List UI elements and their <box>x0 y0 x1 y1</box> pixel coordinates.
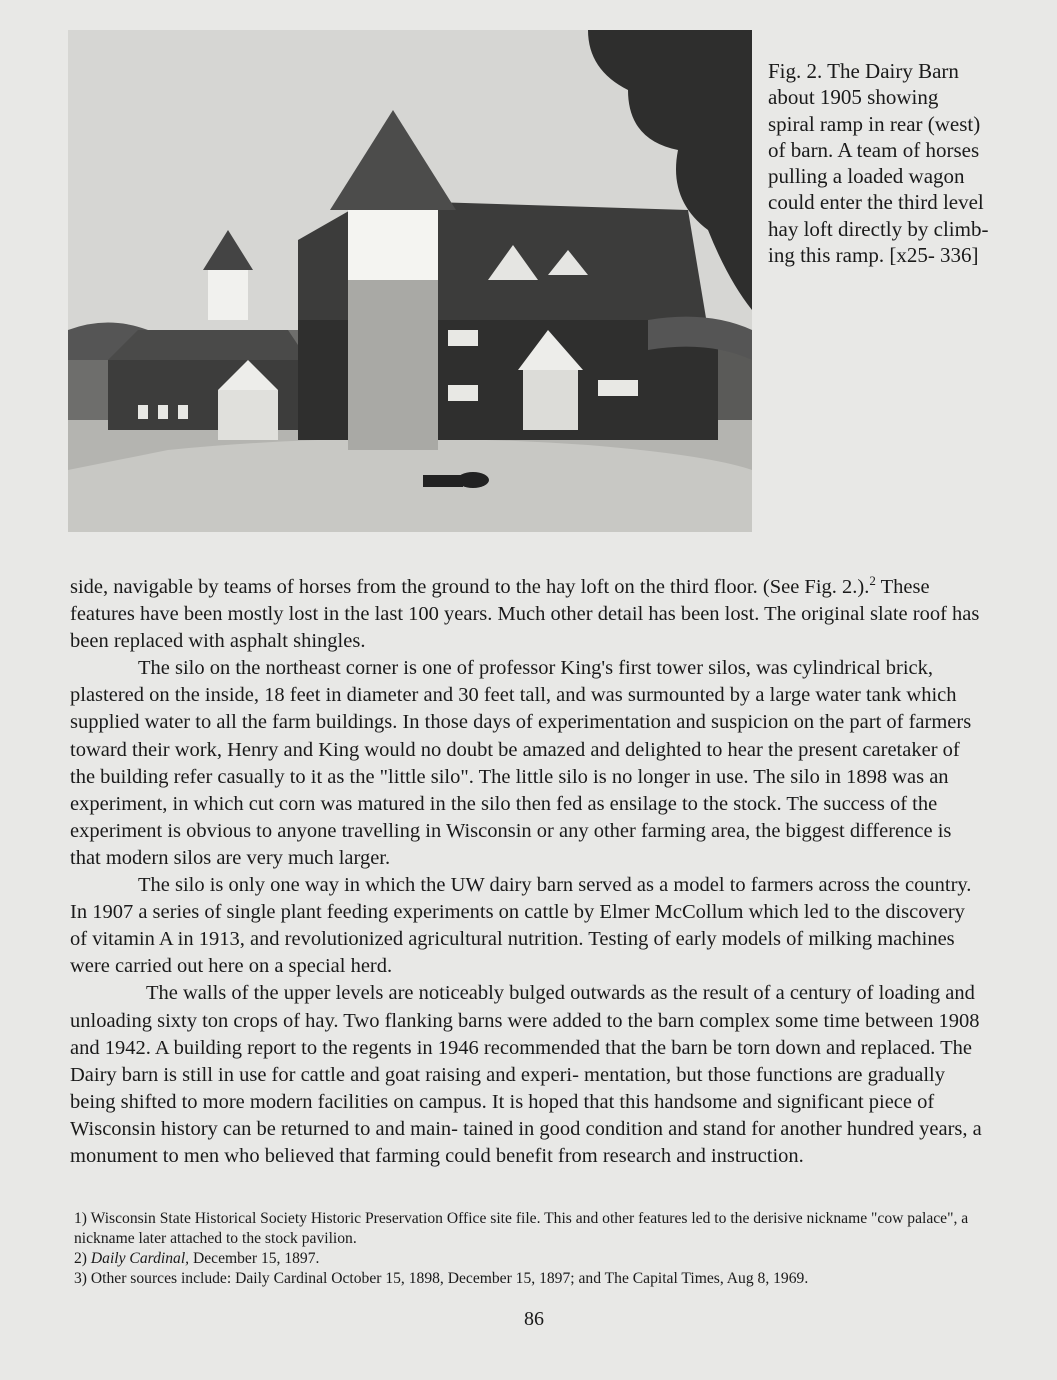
dairy-barn-photo <box>68 30 752 532</box>
body-text <box>70 574 986 1170</box>
page-number: 86 <box>524 1308 544 1330</box>
footnote-3: 3) Other sources include: Daily Cardinal October 15, 1898, December 15, 1897; and The Capital Times, Aug 8, 1969. <box>74 1270 809 1287</box>
footnote-2 <box>74 1249 994 1269</box>
paragraph-1-rest: These features have been mostly lost in the last 100 years. Much other detail has been lost. The original slate roof has been replaced with asphalt shingles. <box>70 576 980 653</box>
paragraph-2: The silo on the northeast corner is one of professor King's first tower silos, was cylindrical brick, plastered on the inside, 18 feet in diameter and 30 feet tall, and was surmounted by a large water tank which supplied water to all the farm buildings. In those days of experimentation and suspicion on the part of farmers toward their work, Henry and King would no doubt be amazed and delighted to hear the present caretaker of the building refer casually to it as the "little silo". The little silo is no longer in use. The silo in 1898 was an experiment, in which cut corn was matured in the silo then fed as ensilage to the stock. The success of the experiment is obvious to anyone travelling in Wisconsin or any other farming area, the biggest difference is that modern silos are very much larger. <box>70 657 972 869</box>
footnote-2-number: 2) <box>74 1250 91 1267</box>
footnote-2-publication: Daily Cardinal, <box>90 1250 190 1267</box>
paragraph-1-text: side, navigable by teams of horses from the ground to the hay loft on the third floor. (See Fig. 2.). <box>70 576 870 598</box>
paragraph-3: The silo is only one way in which the UW dairy barn served as a model to farmers across the country. In 1907 a series of single plant feeding experiments on cattle by Elmer McCollum which led to the discovery of vitamin A in 1913, and revolutionized agricultural nutrition. Testing of early models of milking machines were carried out here on a special herd. <box>70 874 972 978</box>
footnote-2-date: December 15, 1897. <box>189 1250 320 1267</box>
figure-caption: Fig. 2. The Dairy Barn about 1905 showing spiral ramp in rear (west) of barn. A team of horses pulling a loaded wagon could enter the third level hay loft directly by climb- ing this ramp. [x25- 336] <box>768 59 989 268</box>
footnote-1: 1) Wisconsin State Historical Society Historic Preservation Office site file. This and other features led to the derisive nickname "cow palace", a nickname later attached to the stock pavilion. <box>74 1210 969 1247</box>
footnotes <box>74 1209 994 1289</box>
paragraph-4: The walls of the upper levels are noticeably bulged outwards as the result of a century of loading and unloading sixty ton crops of hay. Two flanking barns were added to the barn complex some time between 1908 and 1942. A building report to the regents in 1946 recommended that the barn be torn down and replaced. The Dairy barn is still in use for cattle and goat raising and experi- mentation, but those functions are gradually being shifted to more modern facilities on campus. It is hoped that this handsome and significant piece of Wisconsin history can be returned to and main- tained in good condition and stand for another hundred years, a monument to men who believed that farming could benefit from research and instruction. <box>70 982 982 1167</box>
paragraph-1 <box>70 574 986 655</box>
footnote-ref-2: 2 <box>869 573 876 589</box>
